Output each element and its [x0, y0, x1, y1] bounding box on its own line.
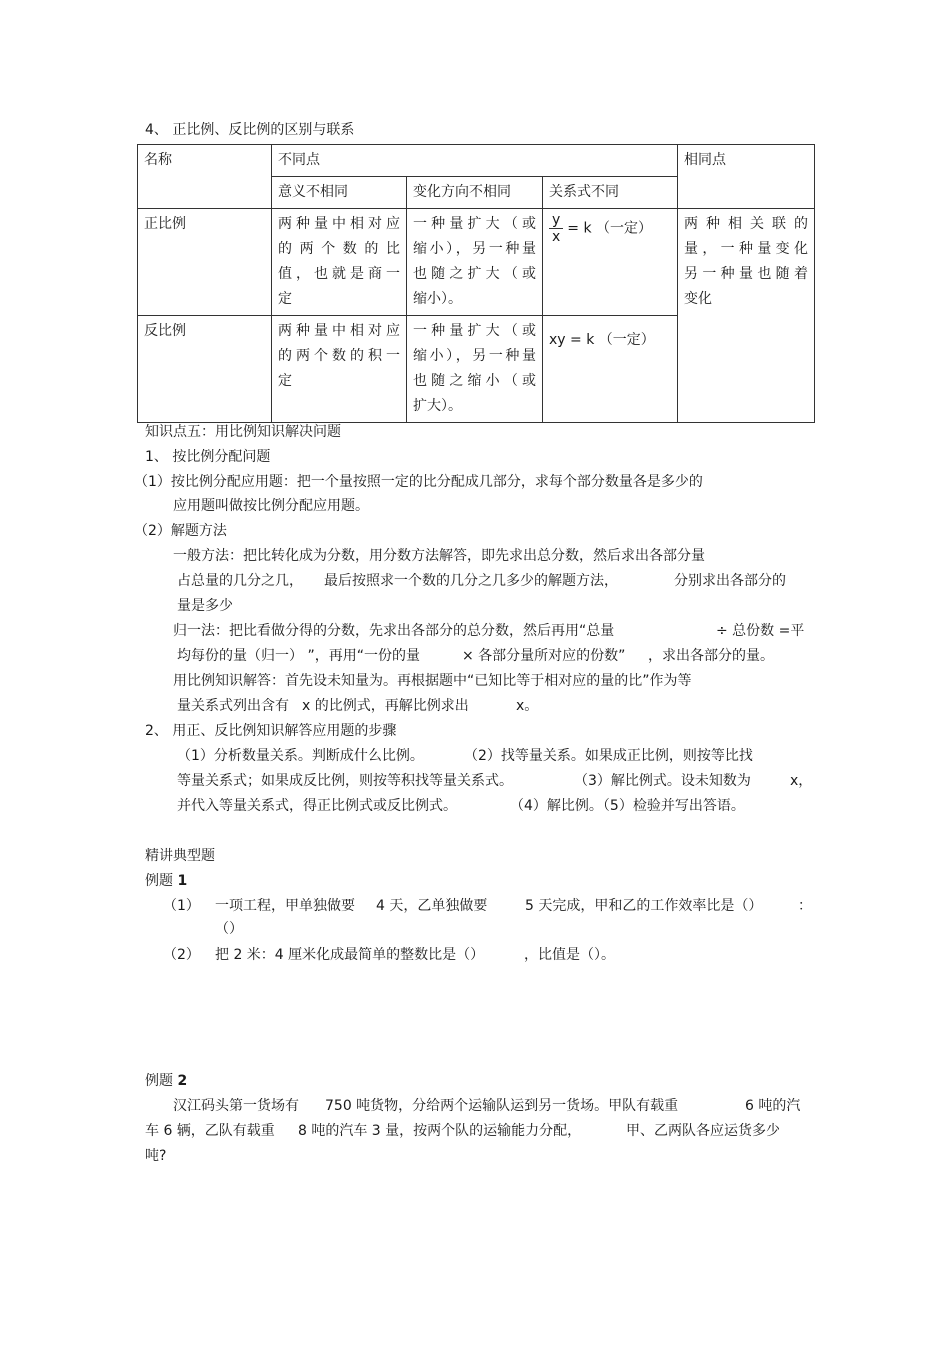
question-label: （1）: [163, 898, 200, 914]
question-fragment: 把 2 米：4 厘米化成最简单的整数比是（）: [215, 947, 485, 963]
paragraph-fragment: 占总量的几分之几，: [177, 573, 303, 589]
question-fragment: ：: [798, 898, 812, 914]
paragraph-fragment: x 的比例式，再解比例求出: [302, 698, 469, 714]
header-similarities: 相同点: [678, 145, 815, 209]
cell-line: 两种量中相对应: [278, 216, 400, 232]
paragraph-fragment: （2）找等量关系。如果成正比例，则按等比找: [464, 748, 753, 764]
question-fragment: 5 天完成，甲和乙的工作效率比是（）: [525, 898, 763, 914]
paragraph-fragment: （4）解比例。（5）检验并写出答语。: [510, 798, 745, 814]
paragraph-line: （2）解题方法: [134, 523, 227, 539]
paragraph-fragment: x，: [790, 773, 813, 789]
example-number: 1: [177, 873, 188, 889]
paragraph-fragment: 甲、乙两队各应运货多少: [626, 1123, 780, 1139]
paragraph-fragment: 并代入等量关系式，得正比例式或反比例式。: [177, 798, 457, 814]
row-direction: [407, 209, 543, 316]
header-meaning: 意义不相同: [272, 177, 407, 209]
example-label-text: 例题: [145, 1073, 178, 1089]
section-title: 4、 正比例、反比例的区别与联系: [145, 122, 355, 138]
cell-line: 的两个数的积一: [278, 348, 400, 364]
table-row: [138, 209, 815, 316]
example-label: [145, 1071, 187, 1091]
question-fragment: 4 天，乙单独做要: [376, 898, 488, 914]
fraction: [549, 212, 563, 245]
cell-line: 一种量扩大（或: [413, 323, 536, 339]
cell-line: 另一种量也随着: [684, 266, 809, 282]
row-formula: [543, 209, 678, 316]
paragraph-fragment: ，求出各部分的量。: [648, 648, 774, 664]
question-fragment: ，比值是（）。: [524, 947, 615, 963]
header-differences: 不同点: [272, 145, 678, 177]
paragraph-line: 量是多少: [177, 598, 233, 614]
paragraph-fragment: 车 6 辆，乙队有载重: [145, 1123, 275, 1139]
cell-line: 定: [278, 373, 292, 389]
paragraph-fragment: 均每份的量（归一） ”，再用“一份的量: [177, 648, 420, 664]
paragraph-fragment: 6 吨的汽: [745, 1098, 801, 1114]
cell-line: 缩小），另一种量: [413, 348, 536, 364]
comparison-table: [137, 144, 815, 423]
fraction-denominator: x: [552, 229, 561, 245]
cell-line: 扩大）。: [413, 398, 462, 414]
cell-line: 定: [278, 291, 292, 307]
row-meaning: [272, 209, 407, 316]
paragraph-fragment: 分别求出各部分的: [674, 573, 786, 589]
question-fragment: （）: [215, 921, 243, 937]
row-meaning: [272, 316, 407, 423]
paragraph-fragment: 8 吨的汽车 3 量，按两个队的运输能力分配，: [298, 1123, 582, 1139]
paragraph-fragment: x。: [516, 698, 539, 714]
subsection-title: 2、 用正、反比例知识解答应用题的步骤: [145, 723, 397, 739]
header-relation: 关系式不同: [543, 177, 678, 209]
paragraph-fragment: 等量关系式；如果成反比例，则按等积找等量关系式。: [177, 773, 513, 789]
question-fragment: 一项工程，甲单独做要: [215, 898, 355, 914]
paragraph-fragment: 750 吨货物，分给两个运输队运到另一货场。甲队有载重: [325, 1098, 679, 1114]
cell-line: 缩小）。: [413, 291, 462, 307]
cell-line: 的两个数的比: [278, 241, 400, 257]
paragraph-fragment: 量关系式列出含有: [177, 698, 289, 714]
cell-line: 量，一种量变化: [684, 241, 809, 257]
fraction-numerator: y: [549, 212, 563, 229]
kp5-title: 知识点五：用比例知识解决问题: [145, 424, 341, 440]
paragraph-fragment: 归一法：把比看做分得的分数，先求出各部分的总分数，然后再用“总量: [173, 623, 615, 639]
row-name: 反比例: [138, 316, 272, 423]
cell-line: 一种量扩大（或: [413, 216, 536, 232]
paragraph-line: （1）按比例分配应用题：把一个量按照一定的比分配成几部分，求每个部分数量各是多少的: [134, 474, 703, 490]
paragraph-line: 一般方法：把比转化成为分数，用分数方法解答，即先求出总分数，然后求出各部分量: [173, 548, 705, 564]
cell-line: 也随之扩大（或: [413, 266, 536, 282]
paragraph-fragment: （3）解比例式。设未知数为: [574, 773, 751, 789]
header-name: 名称: [138, 145, 272, 209]
formula-text: = k （一定）: [567, 220, 653, 237]
cell-line: 缩小），另一种量: [413, 241, 536, 257]
question-label: （2）: [163, 947, 200, 963]
cell-line: 两种相关联的: [684, 216, 809, 232]
cell-line: 变化: [684, 291, 713, 307]
example-label: [145, 871, 187, 891]
paragraph-fragment: × 各部分量所对应的份数”: [462, 648, 626, 664]
example-number: 2: [177, 1073, 188, 1089]
subsection-title: 1、 按比例分配问题: [145, 449, 271, 465]
row-name: 正比例: [138, 209, 272, 316]
section-title: 精讲典型题: [145, 848, 215, 864]
paragraph-fragment: 汉江码头第一货场有: [173, 1098, 299, 1114]
paragraph-line: 用比例知识解答：首先设未知量为。再根据题中“已知比等于相对应的量的比”作为等: [173, 673, 692, 689]
paragraph-line: 吨?: [145, 1148, 167, 1164]
header-direction: 变化方向不相同: [407, 177, 543, 209]
formula-text: xy = k （一定）: [549, 332, 655, 348]
row-direction: [407, 316, 543, 423]
cell-line: 两种量中相对应: [278, 323, 400, 339]
paragraph-fragment: ÷ 总份数 =平: [716, 623, 805, 639]
paragraph-line: 应用题叫做按比例分配应用题。: [173, 498, 369, 514]
similarities-cell: [678, 209, 815, 423]
cell-line: 也随之缩小（或: [413, 373, 536, 389]
example-label-text: 例题: [145, 873, 178, 889]
paragraph-fragment: 最后按照求一个数的几分之几多少的解题方法，: [324, 573, 618, 589]
row-formula: [543, 316, 678, 423]
cell-line: 值，也就是商一: [278, 266, 400, 282]
paragraph-fragment: （1）分析数量关系。判断成什么比例。: [177, 748, 424, 764]
